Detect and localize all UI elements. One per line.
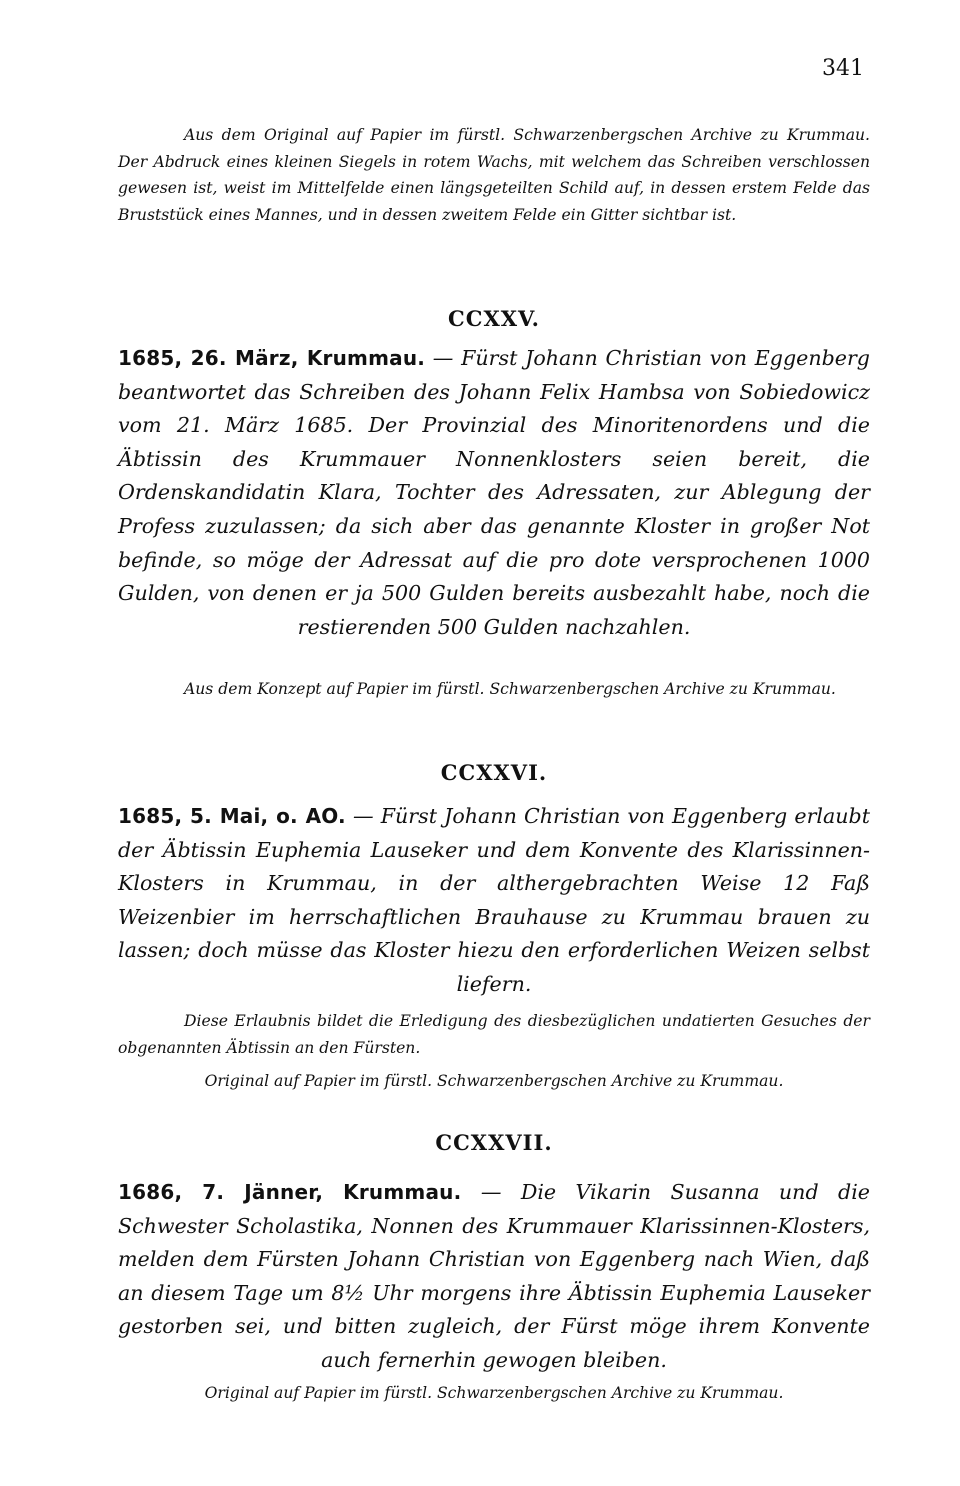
source-note: Original auf Papier im fürstl. Schwarzenbergschen Archive zu Krummau. — [204, 1072, 784, 1090]
editorial-note: Diese Erlaubnis bildet die Erledigung des diesbezüglichen undatierten Gesuches der obgenannten Äbtissin an den Fürsten. — [118, 1012, 870, 1057]
entry-text: — Fürst Johann Christian von Eggenberg beantwortet das Schreiben des Johann Felix Hambsa von Sobiedowicz vom 21. März 1685. Der Provinzial des Minoritenordens und die Äbtissin des Krummauer Nonnenklosters seien bereit, die Ordenskandidatin Klara, Tochter des Adressaten, zur Ablegung der Profess zuzulassen; da sich aber das genannte Kloster in großer Not befinde, so möge der Adressat auf die pro dote versprochenen 1000 Gulden, von denen er ja 500 Gulden bereits ausbezahlt habe, noch die restierenden 500 Gulden nachzahlen. — [118, 346, 870, 639]
regest-entry — [118, 342, 870, 644]
entry-text: — Fürst Johann Christian von Eggenberg erlaubt der Äbtissin Euphemia Lauseker und dem Konvente des Klarissinnen-Klosters in Krummau, in der althergebrachten Weise 12 Faß Weizenbier im herrschaftlichen Brauhause zu Krummau brauen zu lassen; doch müsse das Kloster hiezu den erforderlichen Weizen selbst liefern. — [118, 804, 870, 996]
entry-date: 1685, 26. März, Krummau. — [118, 346, 426, 370]
regest-entry — [118, 800, 870, 1002]
section-ccxxvi-note-block — [118, 1008, 870, 1061]
section-ccxxvi-entry — [118, 800, 870, 1002]
section-ccxxvii-entry — [118, 1176, 870, 1378]
source-note: Original auf Papier im fürstl. Schwarzenbergschen Archive zu Krummau. — [204, 1384, 784, 1402]
page-number: 341 — [822, 56, 864, 81]
entry-date: 1685, 5. Mai, o. AO. — [118, 804, 346, 828]
section-numeral-ccxxvi: CCXXVI. — [440, 760, 548, 785]
section-ccxxvii-source-block — [118, 1380, 870, 1407]
section-ccxxv-source-block — [118, 676, 870, 703]
entry-text: — Die Vikarin Susanna und die Schwester Scholastika, Nonnen des Krummauer Klarissinnen-Klosters, melden dem Fürsten Johann Christian von Eggenberg nach Wien, daß an diesem Tage um 8½ Uhr morgens ihre Äbtissin Euphemia Lauseker gestorben sei, und bitten zugleich, der Fürst möge ihrem Konvente auch fernerhin gewogen bleiben. — [118, 1180, 870, 1372]
section-numeral-ccxxvii: CCXXVII. — [435, 1130, 553, 1155]
section-ccxxv-entry — [118, 342, 870, 644]
intro-note: Aus dem Original auf Papier im fürstl. Schwarzenbergschen Archive zu Krummau. Der Abdruck eines kleinen Siegels in rotem Wachs, mit welchem das Schreiben verschlossen gewesen ist, weist im Mittelfelde einen längsgeteilten Schild auf, in dessen erstem Felde das Bruststück eines Mannes, und in dessen zweitem Felde ein Gitter sichtbar ist. — [118, 126, 870, 224]
regest-entry — [118, 1176, 870, 1378]
section-numeral-ccxxv: CCXXV. — [448, 306, 540, 331]
entry-date: 1686, 7. Jänner, Krummau. — [118, 1180, 462, 1204]
section-ccxxvi-source-block — [118, 1068, 870, 1095]
source-note: Aus dem Konzept auf Papier im fürstl. Schwarzenbergschen Archive zu Krummau. — [184, 680, 836, 698]
intro-note-block — [118, 122, 870, 228]
